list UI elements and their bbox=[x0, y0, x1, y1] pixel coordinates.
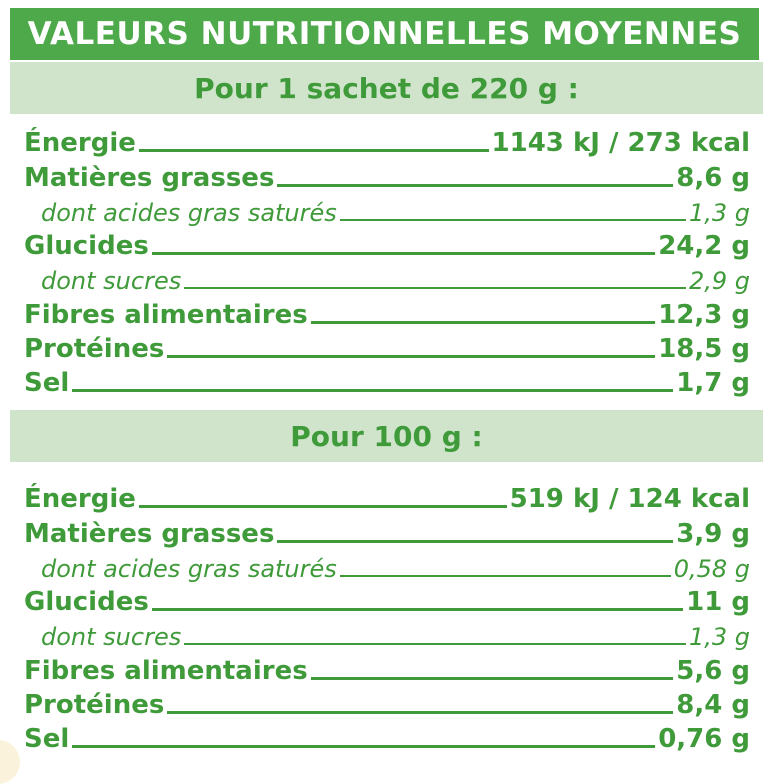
nutrient-label: Protéines bbox=[24, 690, 165, 721]
leader-line bbox=[340, 219, 686, 221]
nutrient-row-fat bbox=[24, 514, 750, 548]
nutrient-label: dont sucres bbox=[41, 267, 182, 296]
nutrient-label: Matières grasses bbox=[24, 162, 275, 193]
section-header-per-100g: Pour 100 g : bbox=[10, 410, 763, 462]
leader-line bbox=[167, 355, 655, 358]
nutrient-value: 0,58 g bbox=[673, 554, 750, 583]
leader-line bbox=[277, 540, 673, 543]
leader-line bbox=[167, 711, 673, 714]
nutrient-row-salt bbox=[24, 364, 750, 398]
nutrient-value: 5,6 g bbox=[676, 655, 750, 686]
nutrient-value: 0,76 g bbox=[658, 724, 750, 755]
nutrient-label: Protéines bbox=[24, 334, 165, 365]
nutrient-label: dont acides gras saturés bbox=[41, 198, 337, 227]
leader-line bbox=[277, 184, 673, 187]
leader-line bbox=[139, 505, 507, 508]
nutrient-row-sugars bbox=[24, 261, 750, 295]
nutrient-row-sugars bbox=[24, 617, 750, 651]
leader-line bbox=[311, 677, 674, 680]
corner-decoration bbox=[0, 740, 20, 784]
nutrient-row-fibre bbox=[24, 295, 750, 329]
nutrient-value: 519 kJ / 124 kcal bbox=[509, 484, 750, 515]
page-title: VALEURS NUTRITIONNELLES MOYENNES bbox=[10, 8, 759, 60]
nutrient-value: 1,3 g bbox=[688, 198, 750, 227]
nutrient-value: 1,7 g bbox=[676, 368, 750, 399]
nutrient-row-salt bbox=[24, 720, 750, 754]
nutrient-row-saturated-fat bbox=[24, 549, 750, 583]
nutrient-value: 8,6 g bbox=[676, 162, 750, 193]
nutrient-value: 18,5 g bbox=[658, 334, 750, 365]
nutrient-row-fat bbox=[24, 158, 750, 192]
leader-line bbox=[340, 575, 671, 577]
nutrient-label: Matières grasses bbox=[24, 518, 275, 549]
nutrient-label: Énergie bbox=[24, 128, 136, 159]
leader-line bbox=[72, 745, 655, 748]
nutrient-value: 3,9 g bbox=[676, 518, 750, 549]
nutrient-value: 24,2 g bbox=[658, 231, 750, 262]
nutrient-label: Fibres alimentaires bbox=[24, 655, 308, 686]
nutrient-row-saturated-fat bbox=[24, 193, 750, 227]
nutrient-value: 1143 kJ / 273 kcal bbox=[491, 128, 750, 159]
nutrient-label: Glucides bbox=[24, 231, 149, 262]
nutrient-label: dont sucres bbox=[41, 623, 182, 652]
nutrition-table-per-sachet bbox=[24, 124, 750, 398]
nutrient-label: Fibres alimentaires bbox=[24, 299, 308, 330]
leader-line bbox=[152, 252, 655, 255]
nutrient-row-protein bbox=[24, 686, 750, 720]
nutrient-label: Sel bbox=[24, 368, 70, 399]
nutrient-row-energy bbox=[24, 124, 750, 158]
nutrient-label: dont acides gras saturés bbox=[41, 554, 337, 583]
leader-line bbox=[184, 643, 686, 645]
leader-line bbox=[139, 149, 489, 152]
leader-line bbox=[152, 608, 683, 611]
nutrient-label: Glucides bbox=[24, 587, 149, 618]
nutrient-label: Sel bbox=[24, 724, 70, 755]
leader-line bbox=[311, 321, 655, 324]
nutrient-value: 8,4 g bbox=[676, 690, 750, 721]
nutrient-row-energy bbox=[24, 480, 750, 514]
leader-line bbox=[72, 389, 673, 392]
nutrient-row-carbohydrates bbox=[24, 227, 750, 261]
nutrient-row-carbohydrates bbox=[24, 583, 750, 617]
nutrient-row-fibre bbox=[24, 651, 750, 685]
section-header-per-sachet: Pour 1 sachet de 220 g : bbox=[10, 62, 763, 114]
nutrition-table-per-100g bbox=[24, 480, 750, 754]
nutrient-label: Énergie bbox=[24, 484, 136, 515]
nutrient-value: 2,9 g bbox=[688, 267, 750, 296]
nutrient-value: 1,3 g bbox=[688, 623, 750, 652]
leader-line bbox=[184, 287, 686, 289]
nutrient-value: 11 g bbox=[686, 587, 750, 618]
nutrient-value: 12,3 g bbox=[658, 299, 750, 330]
nutrient-row-protein bbox=[24, 330, 750, 364]
